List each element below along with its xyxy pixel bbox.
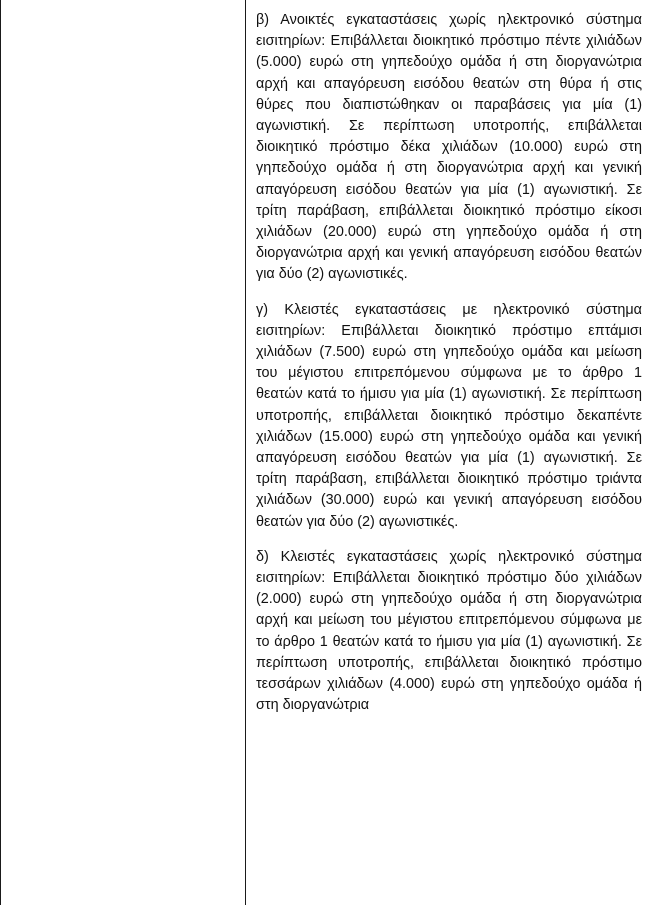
paragraph-gamma: γ) Κλειστές εγκαταστάσεις με ηλεκτρονικό σύστημα εισιτηρίων: Επιβάλλεται διοικητικό πρόστιμο επτάμισι χιλιάδων (7.500) ευρώ στη γηπεδούχο ομάδα και μείωση του μέγιστου επιτρεπόμενου σύμφωνα με το άρθρο 1 θεατών κατά το ήμισυ για μία (1) αγωνιστική. Σε περίπτωση υποτροπής, επιβάλλεται διοικητικό πρόστιμο δεκαπέντε χιλιάδων (15.000) ευρώ στη γηπεδούχο ομάδα και γενική απαγόρευση εισόδου θεατών για μία (1) αγωνιστική. Σε τρίτη παράβαση, επιβάλλεται διοικητικό πρόστιμο τριάντα χιλιάδων (30.000) ευρώ και γενική απαγόρευση εισόδου θεατών για δύο (2) αγωνιστικές. [256,301,642,530]
paragraph-beta: β) Ανοικτές εγκαταστάσεις χωρίς ηλεκτρονικό σύστημα εισιτηρίων: Επιβάλλεται διοικητικό πρόστιμο πέντε χιλιάδων (5.000) ευρώ στη γηπεδούχο ομάδα ή στη διοργανώτρια αρχή και απαγόρευση εισόδου θεατών στη θύρα ή στις θύρες που διαπιστώθηκαν οι παραβάσεις για μία (1) αγωνιστική. Σε περίπτωση υποτροπής, επιβάλλεται διοικητικό πρόστιμο δέκα χιλιάδων (10.000) ευρώ στη γηπεδούχο ομάδα ή στη διοργανώτρια αρχή και γενική απαγόρευση εισόδου θεατών για μία (1) αγωνιστική. Σε τρίτη παράβαση, επιβάλλεται διοικητικό πρόστιμο είκοσι χιλιάδων (20.000) ευρώ στη γηπεδούχο ομάδα ή στη διοργανώτρια αρχή και γενική απαγόρευση εισόδου θεατών για δύο (2) αγωνιστικές. [256,12,642,283]
right-text-cell [246,0,650,905]
text-content [246,0,650,717]
paragraph-delta: δ) Κλειστές εγκαταστάσεις χωρίς ηλεκτρονικό σύστημα εισιτηρίων: Επιβάλλεται διοικητικό πρόστιμο δύο χιλιάδων (2.000) ευρώ στη γηπεδούχο ομάδα ή στη διοργανώτρια αρχή και μείωση του μέγιστου επιτρεπόμενου σύμφωνα με το άρθρο 1 θεατών κατά το ήμισυ για μία (1) αγωνιστική. Σε περίπτωση υποτροπής, επιβάλλεται διοικητικό πρόστιμο τεσσάρων χιλιάδων (4.000) ευρώ στη γηπεδούχο ομάδα ή στη διοργανώτρια [256,548,642,714]
left-empty-cell [1,0,246,905]
table-row [1,0,650,905]
